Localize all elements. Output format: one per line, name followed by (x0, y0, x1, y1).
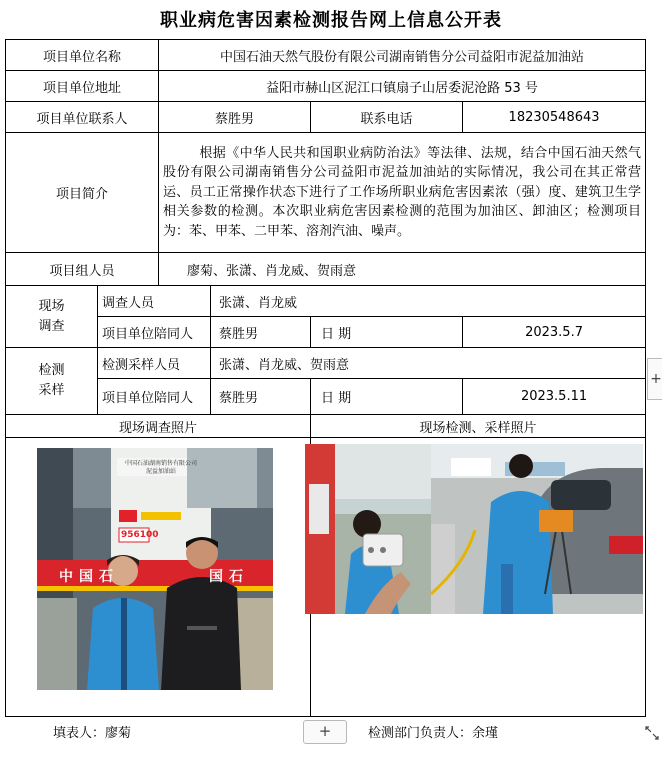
station-sign-text-2: 国石 (209, 569, 249, 585)
address-value: 益阳市赫山区泥江口镇扇子山居委泥沧路 53 号 (159, 71, 646, 102)
sampling-escort-label: 项目单位陪同人 (98, 379, 211, 415)
team-label: 项目组人员 (6, 253, 159, 286)
survey-date-value: 2023.5.7 (463, 317, 646, 348)
sampling-label-text: 检测采样 (38, 363, 65, 398)
side-add-button[interactable]: + (647, 358, 662, 400)
sampling-photo-image (305, 444, 643, 614)
poster-phone-text: 956100 (121, 530, 159, 540)
survey-date-label: 日 期 (311, 317, 463, 348)
unit-name-label: 项目单位名称 (6, 40, 159, 71)
survey-escort-label: 项目单位陪同人 (98, 317, 211, 348)
sampling-photo (305, 444, 643, 614)
survey-photo (37, 448, 273, 690)
intro-label: 项目简介 (6, 133, 159, 253)
survey-escort-value: 蔡胜男 (211, 317, 311, 348)
intro-text: 根据《中华人民共和国职业病防治法》等法律、法规，结合中国石油天然气股份有限公司湖南销售分公司益阳市泥益加油站的实际情况，我公司在其正常营运、员工正常操作状态下进行了工作场所职业病危害因素浓（强）度、建筑卫生学相关参数的检测。本次职业病危害因素检测的范围为加油区、卸油区；检测项目为：苯、甲苯、二甲苯、溶剂汽油、噪声。 (159, 133, 646, 253)
team-value: 廖菊、张潇、肖龙威、贺雨意 (159, 253, 646, 286)
reviewer-label: 检测部门负责人：余瑾 (368, 726, 499, 741)
phone-label: 联系电话 (311, 102, 463, 133)
sampling-date-value: 2023.5.11 (463, 379, 646, 415)
poster-title-text: 中国石油湖南销售有限公司 泥益加油站 (124, 460, 197, 475)
sampling-staff-label: 检测采样人员 (98, 348, 211, 379)
filler-label: 填表人：廖菊 (53, 726, 132, 741)
survey-staff-value: 张潇、肖龙威 (211, 286, 646, 317)
sampling-photo-header: 现场检测、采样照片 (311, 415, 646, 438)
address-label: 项目单位地址 (6, 71, 159, 102)
survey-staff-label: 调查人员 (98, 286, 211, 317)
sampling-label (6, 348, 98, 415)
station-sign-text: 中国石 (59, 569, 119, 585)
survey-label-text: 现场调查 (38, 298, 65, 334)
sampling-staff-value: 张潇、肖龙威、贺雨意 (211, 348, 646, 379)
contact-label: 项目单位联系人 (6, 102, 159, 133)
survey-label (6, 286, 98, 348)
add-button[interactable]: + (303, 720, 347, 744)
page-title: 职业病危害因素检测报告网上信息公开表 (160, 10, 502, 31)
sampling-date-label: 日 期 (311, 379, 463, 415)
unit-name-value: 中国石油天然气股份有限公司湖南销售分公司益阳市泥益加油站 (159, 40, 646, 71)
contact-value: 蔡胜男 (159, 102, 311, 133)
resize-handle-icon[interactable] (645, 726, 659, 740)
phone-value: 18230548643 (463, 102, 646, 133)
survey-photo-header: 现场调查照片 (6, 415, 311, 438)
sampling-escort-value: 蔡胜男 (211, 379, 311, 415)
